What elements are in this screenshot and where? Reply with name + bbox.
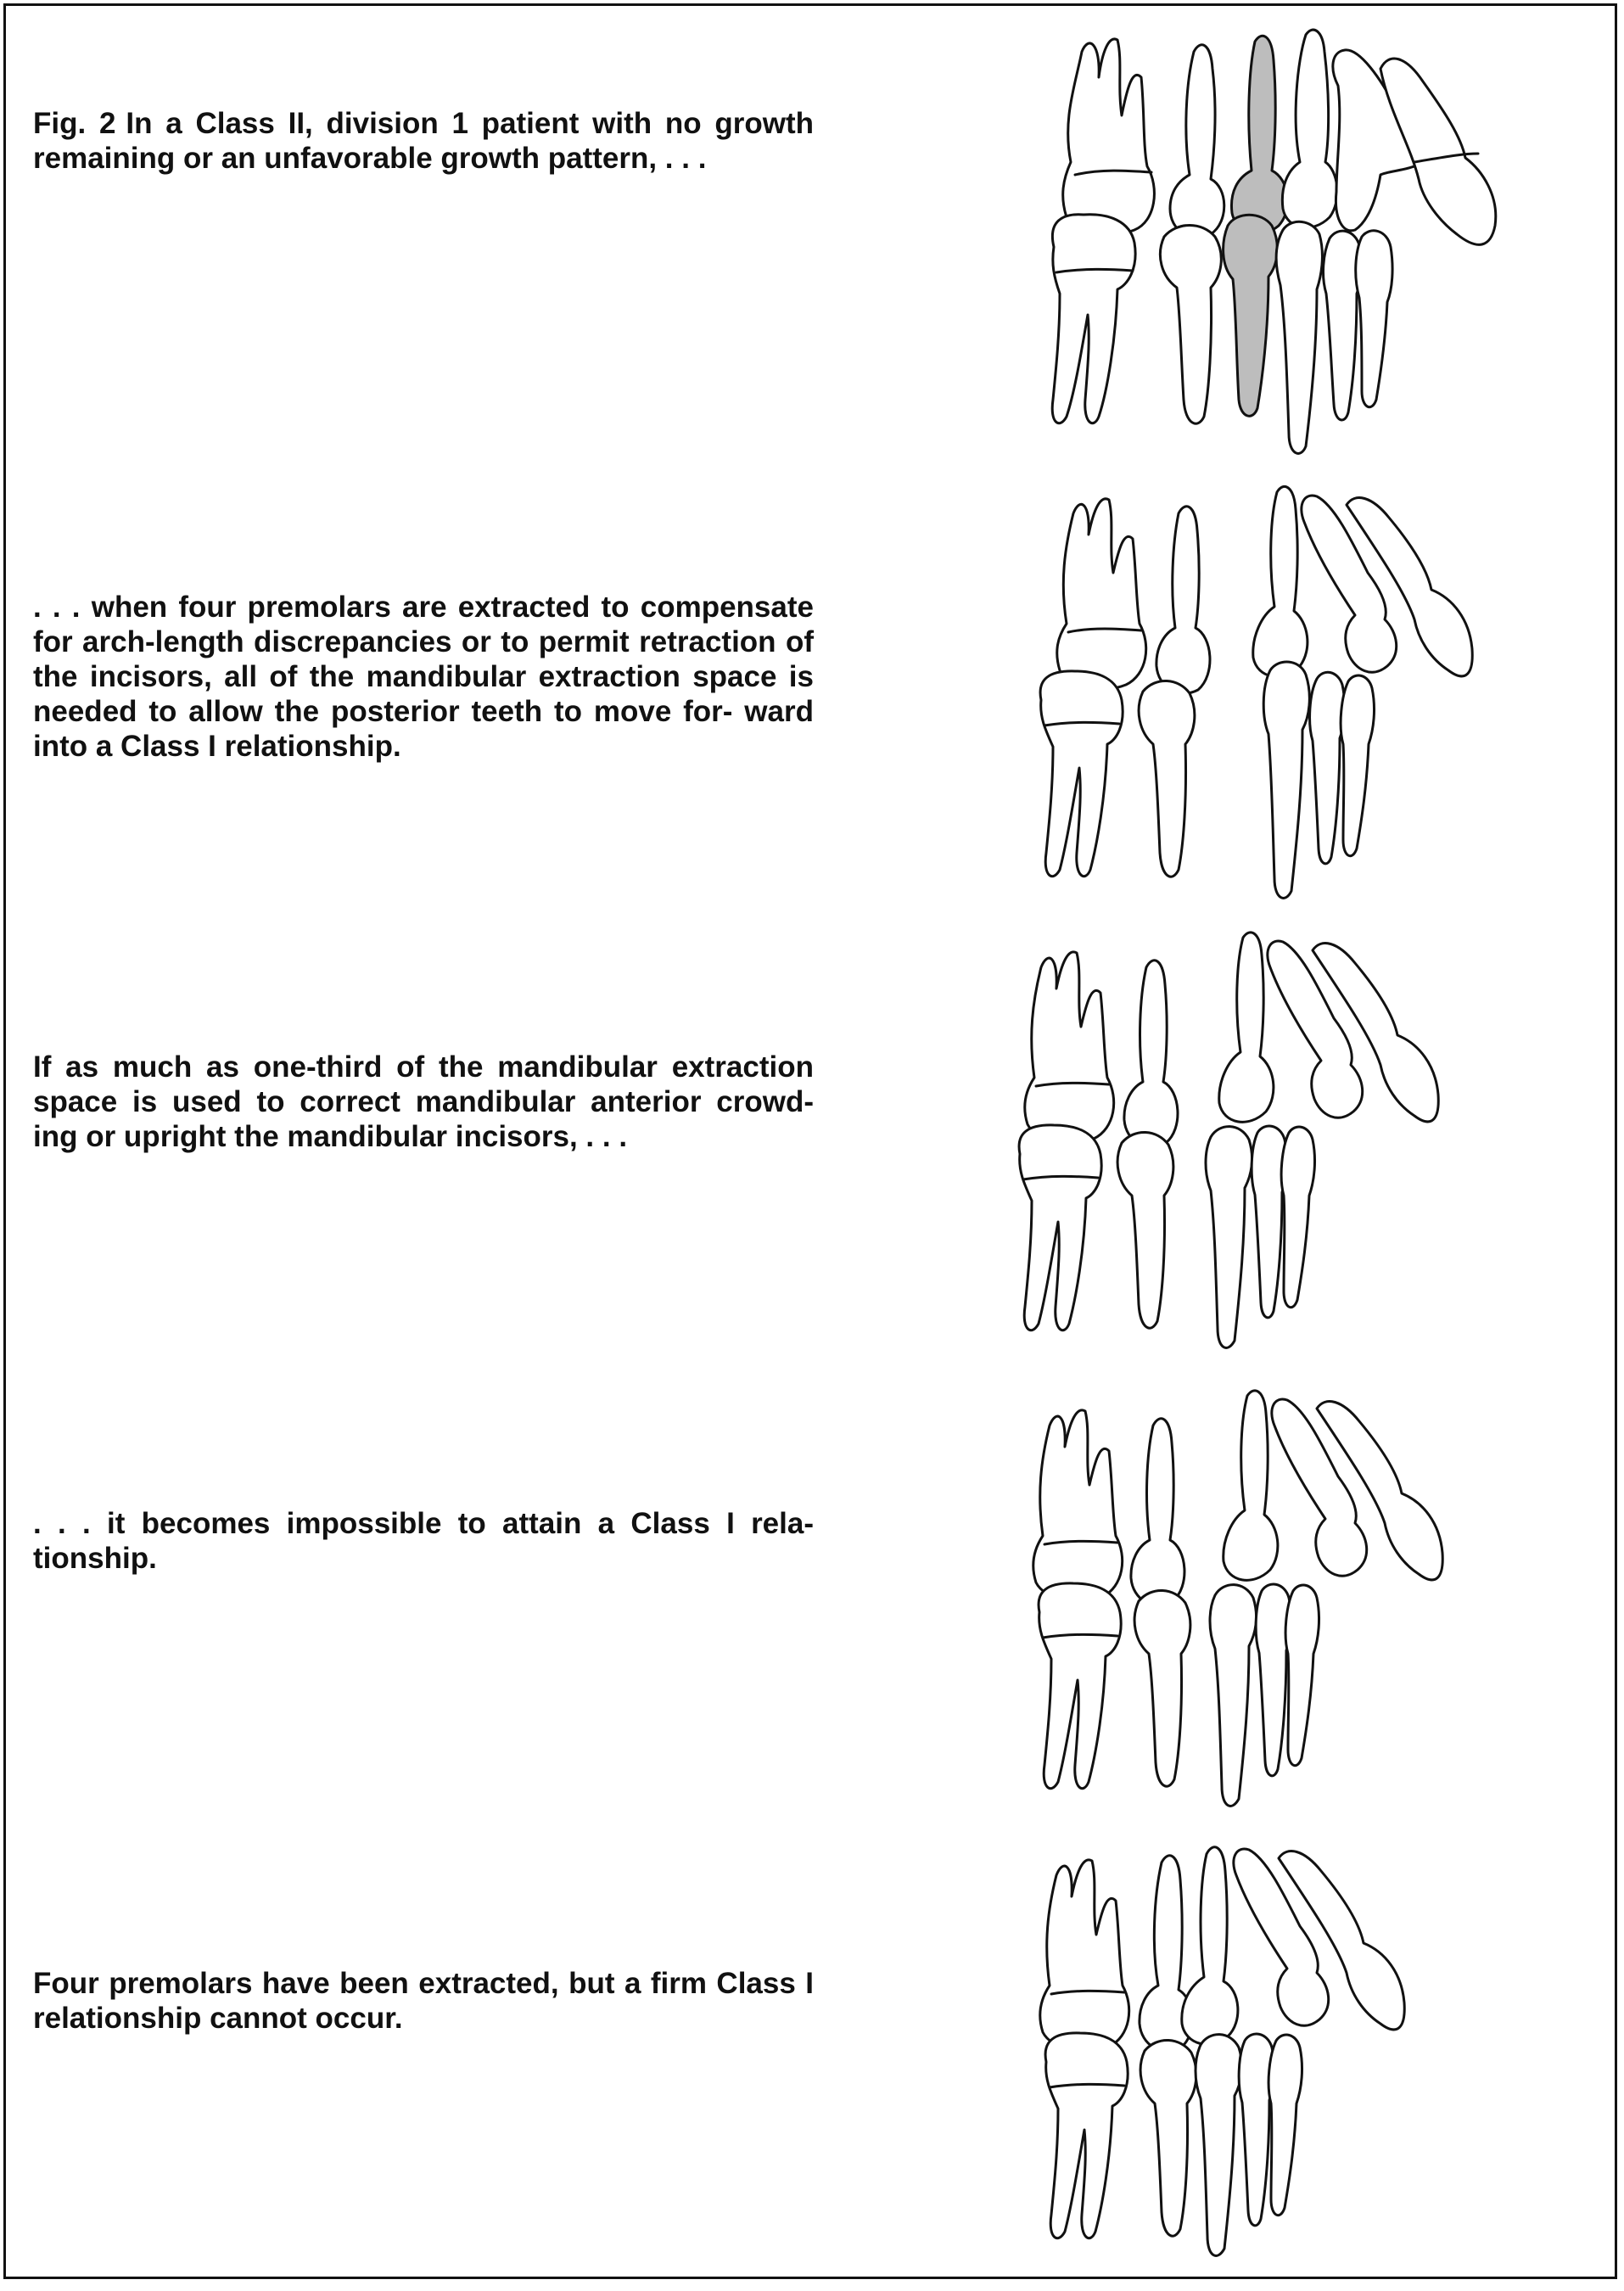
lower-incisor	[1276, 221, 1322, 453]
lower-premolar	[1117, 1132, 1173, 1328]
caption-1	[33, 106, 814, 176]
lower-incisor-3	[1356, 231, 1392, 407]
lower-molar	[1040, 671, 1123, 877]
lower-incisor-2	[1268, 2035, 1302, 2215]
upper-premolar	[1170, 45, 1224, 238]
lower-canine	[1196, 2035, 1242, 2256]
upper-molar	[1033, 1410, 1123, 1601]
upper-molar	[1040, 1860, 1129, 2051]
lower-molar	[1052, 215, 1135, 423]
lower-canine	[1210, 1585, 1257, 1806]
lower-incisor-2	[1281, 1127, 1314, 1308]
upper-canine-highlighted	[1231, 36, 1287, 233]
lower-incisor	[1310, 672, 1345, 864]
upper-molar	[1063, 39, 1155, 235]
lower-molar	[1039, 1583, 1121, 1789]
dental-illustration-5-svg	[982, 1829, 1508, 2287]
upper-canine	[1182, 1847, 1238, 2045]
lower-incisor-2	[1341, 675, 1374, 856]
lower-canine	[1263, 662, 1309, 898]
caption-5: Four premolars have been extracted, but a firm Class I relationship cannot occur.	[33, 1967, 814, 2035]
upper-molar	[1025, 952, 1114, 1143]
lower-molar	[1019, 1125, 1101, 1330]
caption-3: If as much as one-third of the mandibular extraction space is used to correct mandibular anterior crowd- ing or upright the mandibular incisors, . . .	[33, 1050, 814, 1153]
dental-illustration-4	[982, 1379, 1508, 1837]
dental-illustration-3-svg	[982, 921, 1508, 1379]
lower-premolar	[1140, 2040, 1196, 2236]
lower-premolar	[1160, 226, 1221, 424]
upper-premolar	[1156, 507, 1210, 693]
figure-frame	[3, 3, 1617, 2279]
dental-illustration-3	[982, 921, 1508, 1379]
caption-2: . . . when four premolars are extracted to compensate for arch-length discrepancies or to permit retraction of the incisors, all of the mandibular extraction space is needed to allow the posterior teeth to move for- ward into a Class I relationship.	[33, 591, 814, 763]
lower-premolar	[1134, 1590, 1190, 1786]
dental-illustration-5	[982, 1829, 1508, 2287]
lower-canine-highlighted	[1224, 215, 1278, 416]
figure-label: Fig. 2	[33, 107, 116, 140]
dental-illustration-4-svg	[982, 1379, 1508, 1837]
caption-1-text: In a Class II, division 1 patient with no growth remaining or an unfavorable growth pattern, . . .	[33, 107, 814, 175]
dental-illustration-1-svg	[982, 18, 1508, 476]
dental-illustration-1	[982, 18, 1508, 476]
upper-premolar	[1131, 1419, 1184, 1605]
lower-canine	[1206, 1127, 1252, 1348]
upper-lateral-incisor	[1282, 30, 1337, 227]
upper-canine	[1219, 933, 1274, 1122]
dental-illustration-2	[982, 471, 1508, 929]
upper-premolar	[1124, 961, 1178, 1147]
lower-premolar	[1139, 681, 1195, 877]
lower-incisor-2	[1285, 1585, 1319, 1766]
upper-canine	[1253, 486, 1308, 676]
upper-canine	[1224, 1391, 1278, 1580]
lower-molar	[1045, 2033, 1128, 2238]
upper-molar	[1057, 499, 1146, 690]
dental-illustration-2-svg	[982, 471, 1508, 929]
caption-4: . . . it becomes impossible to attain a Class I rela- tionship.	[33, 1507, 814, 1575]
